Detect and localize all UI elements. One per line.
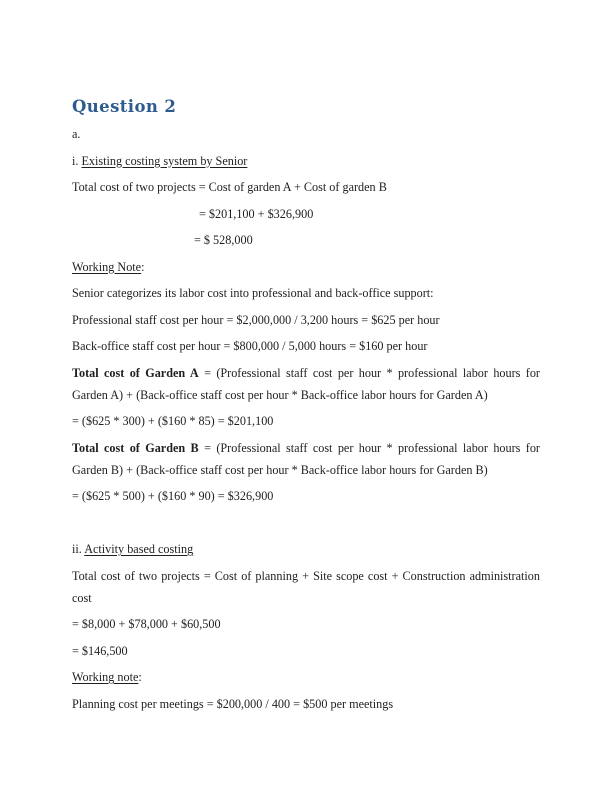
- section-i-working-note: [72, 256, 540, 278]
- section-i-categorize-line: Senior categorizes its labor cost into professional and back-office support:: [72, 286, 434, 300]
- section-ii-sum-line: = $8,000 + $78,000 + $60,500: [72, 617, 221, 631]
- section-i-numeral: i.: [72, 153, 82, 168]
- garden-a-label: Total cost of Garden A: [72, 365, 199, 380]
- blank-line: [72, 512, 540, 539]
- garden-a-paragraph: [72, 362, 540, 406]
- working-note-colon-2: :: [138, 670, 142, 684]
- section-i-total-line: Total cost of two projects = Cost of garden A + Cost of garden B: [72, 180, 387, 194]
- working-note-label-2: Working note: [72, 670, 139, 684]
- section-ii-result-line: = $146,500: [72, 643, 128, 658]
- section-i-result-line: = $ 528,000: [194, 233, 253, 247]
- garden-b-calc-line: = ($625 * 500) + ($160 * 90) = $326,900: [72, 489, 274, 503]
- section-ii-working-note: [72, 666, 540, 688]
- garden-b-label: Total cost of Garden B: [72, 440, 199, 455]
- garden-a-calc-line: = ($625 * 300) + ($160 * 85) = $201,100: [72, 414, 274, 428]
- section-i-title-text: Existing costing system by Senior: [81, 153, 248, 168]
- section-i-title: [72, 150, 540, 172]
- question-heading: Question 2: [72, 97, 177, 116]
- backoffice-rate-line: Back-office staff cost per hour = $800,000 / 5,000 hours = $160 per hour: [72, 339, 428, 353]
- section-i-sum-line: = $201,100 + $326,900: [199, 206, 314, 221]
- working-note-colon: :: [141, 259, 145, 274]
- section-ii-title: [72, 538, 540, 560]
- professional-rate-line: Professional staff cost per hour = $2,000,000 / 3,200 hours = $625 per hour: [72, 312, 440, 327]
- planning-rate-line: Planning cost per meetings = $200,000 / 400 = $500 per meetings: [72, 696, 394, 711]
- section-ii-total-line: Total cost of two projects = Cost of planning + Site scope cost + Construction administration cost: [72, 568, 540, 605]
- section-ii-numeral: ii.: [72, 542, 85, 556]
- garden-b-formula: = (Professional staff cost per hour * professional labor hours for Garden B) + (Back-office staff cost per hour * Back-office labor hours for Garden B): [72, 440, 540, 477]
- garden-a-formula: = (Professional staff cost per hour * professional labor hours for Garden A) + (Back-office staff cost per hour * Back-office labor hours for Garden A): [72, 365, 540, 402]
- part-a-label: a.: [72, 127, 81, 141]
- working-note-label: Working Note: [72, 259, 142, 274]
- section-ii-title-text: Activity based costing: [84, 542, 194, 556]
- garden-b-paragraph: [72, 437, 540, 481]
